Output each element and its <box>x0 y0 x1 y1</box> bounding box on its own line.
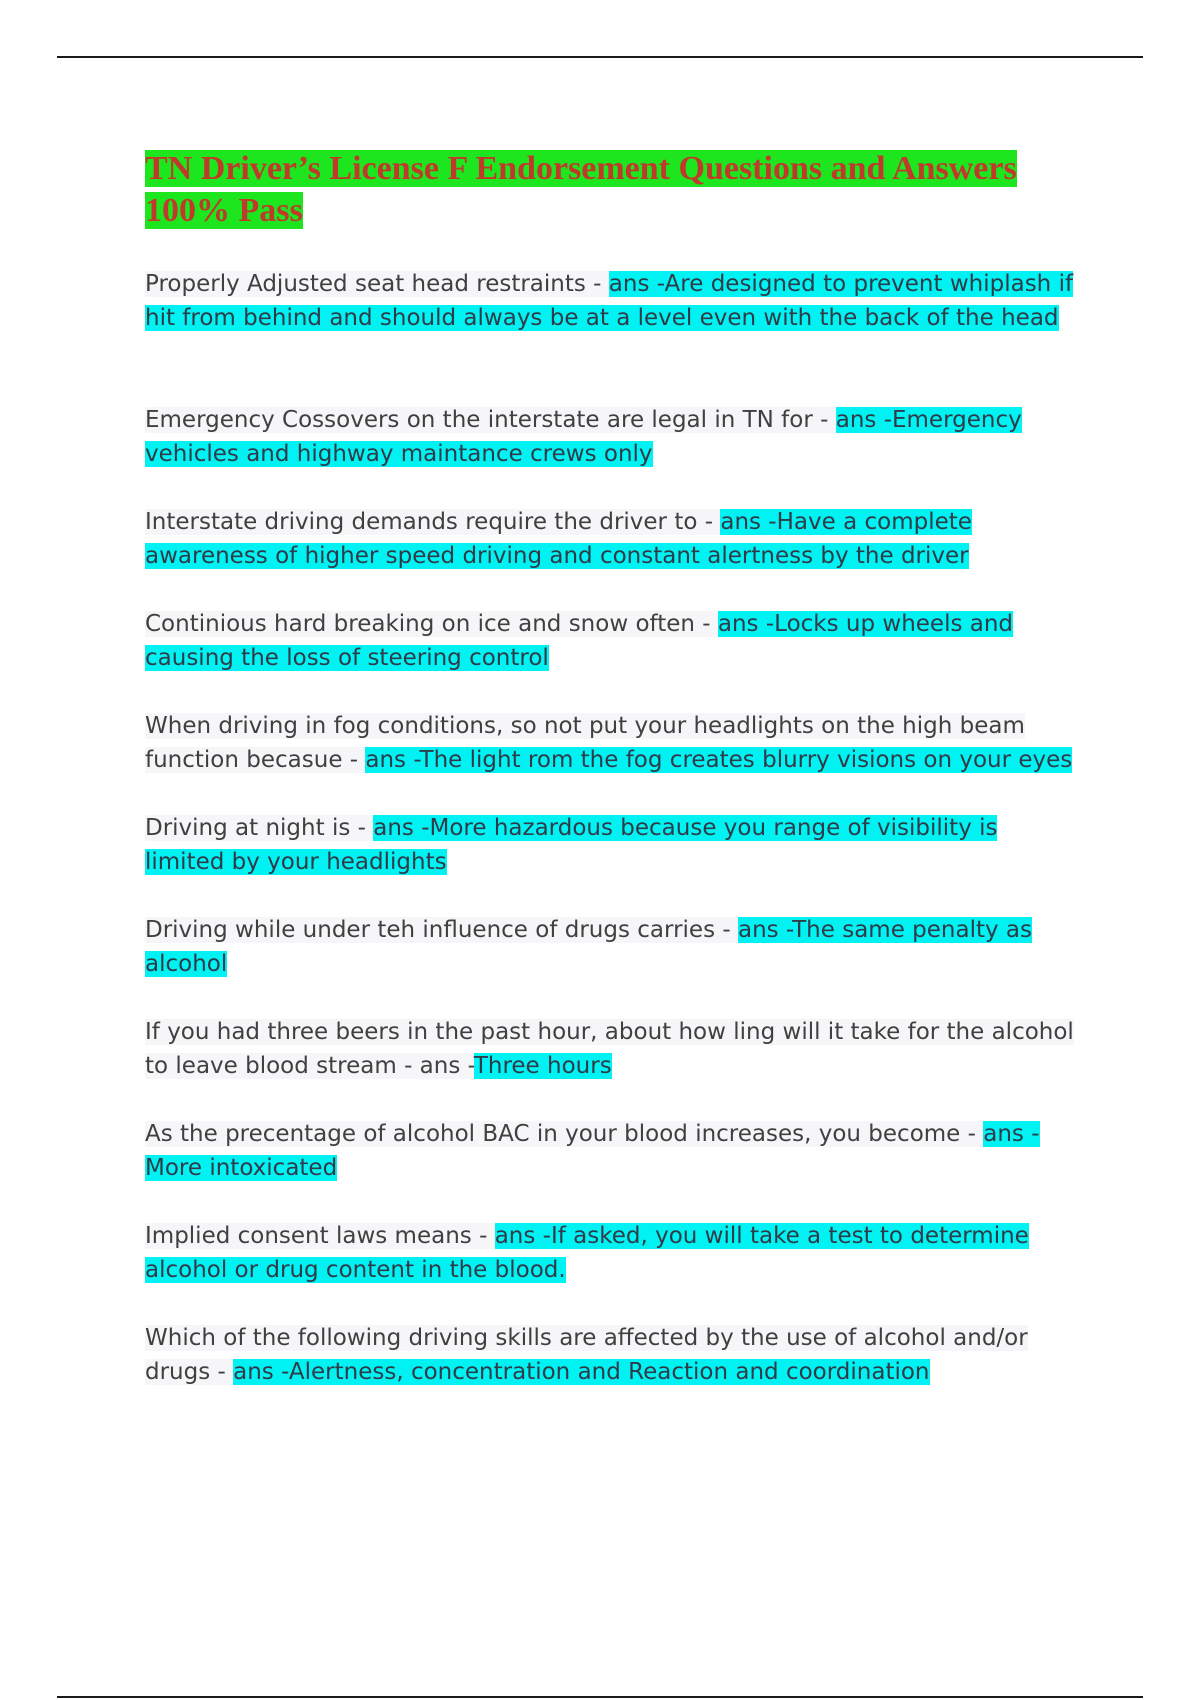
question-text: Driving at night is - <box>145 815 374 841</box>
qa-item <box>145 709 1075 777</box>
qa-item <box>145 267 1075 335</box>
answer-text: ans -The light rom the fog creates blurry visions on your eyes <box>365 747 1073 773</box>
answer-text: ans -Have a complete awareness of higher speed driving and constant alertness by the driver <box>145 509 972 569</box>
qa-item <box>145 1321 1075 1389</box>
answer-text: ans -The same penalty as alcohol <box>145 917 1032 977</box>
header-rule <box>57 56 1143 58</box>
document-page <box>145 148 1075 1423</box>
qa-item <box>145 1117 1075 1185</box>
question-text: Properly Adjusted seat head restraints - <box>145 271 609 297</box>
qa-item <box>145 607 1075 675</box>
qa-item <box>145 1015 1075 1083</box>
answer-text: ans -Emergency vehicles and highway maintance crews only <box>145 407 1022 467</box>
document-title <box>145 148 1075 232</box>
question-text: Interstate driving demands require the driver to - <box>145 509 721 535</box>
answer-text: ans -Alertness, concentration and Reaction and coordination <box>233 1359 930 1385</box>
answer-text: ans -Are designed to prevent whiplash if hit from behind and should always be at a level even with the back of the head <box>145 271 1074 331</box>
question-text: Which of the following driving skills are affected by the use of alcohol and/or drugs - <box>145 1325 1028 1385</box>
question-text: Implied consent laws means - <box>145 1223 495 1249</box>
answer-text: ans -More hazardous because you range of visibility is limited by your headlights <box>145 815 998 875</box>
question-text: If you had three beers in the past hour, about how ling will it take for the alcohol to leave blood stream - ans - <box>145 1019 1074 1079</box>
question-text: When driving in fog conditions, so not put your headlights on the high beam function becasue - <box>145 713 1025 773</box>
question-text: Continious hard breaking on ice and snow often - <box>145 611 718 637</box>
qa-item <box>145 505 1075 573</box>
question-text: Emergency Cossovers on the interstate are legal in TN for - <box>145 407 836 433</box>
question-text: Driving while under teh influence of drugs carries - <box>145 917 738 943</box>
qa-item <box>145 403 1075 471</box>
question-text: As the precentage of alcohol BAC in your blood increases, you become - <box>145 1121 984 1147</box>
footer-rule <box>57 1696 1143 1698</box>
qa-item <box>145 1219 1075 1287</box>
qa-item <box>145 811 1075 879</box>
qa-item <box>145 913 1075 981</box>
answer-text: ans -Locks up wheels and causing the loss of steering control <box>145 611 1014 671</box>
answer-text: Three hours <box>473 1053 612 1079</box>
document-title-text: TN Driver’s License F Endorsement Questions and Answers 100% Pass <box>145 150 1017 229</box>
answer-text: ans -More intoxicated <box>145 1121 1040 1181</box>
answer-text: ans -If asked, you will take a test to determine alcohol or drug content in the blood. <box>145 1223 1029 1283</box>
